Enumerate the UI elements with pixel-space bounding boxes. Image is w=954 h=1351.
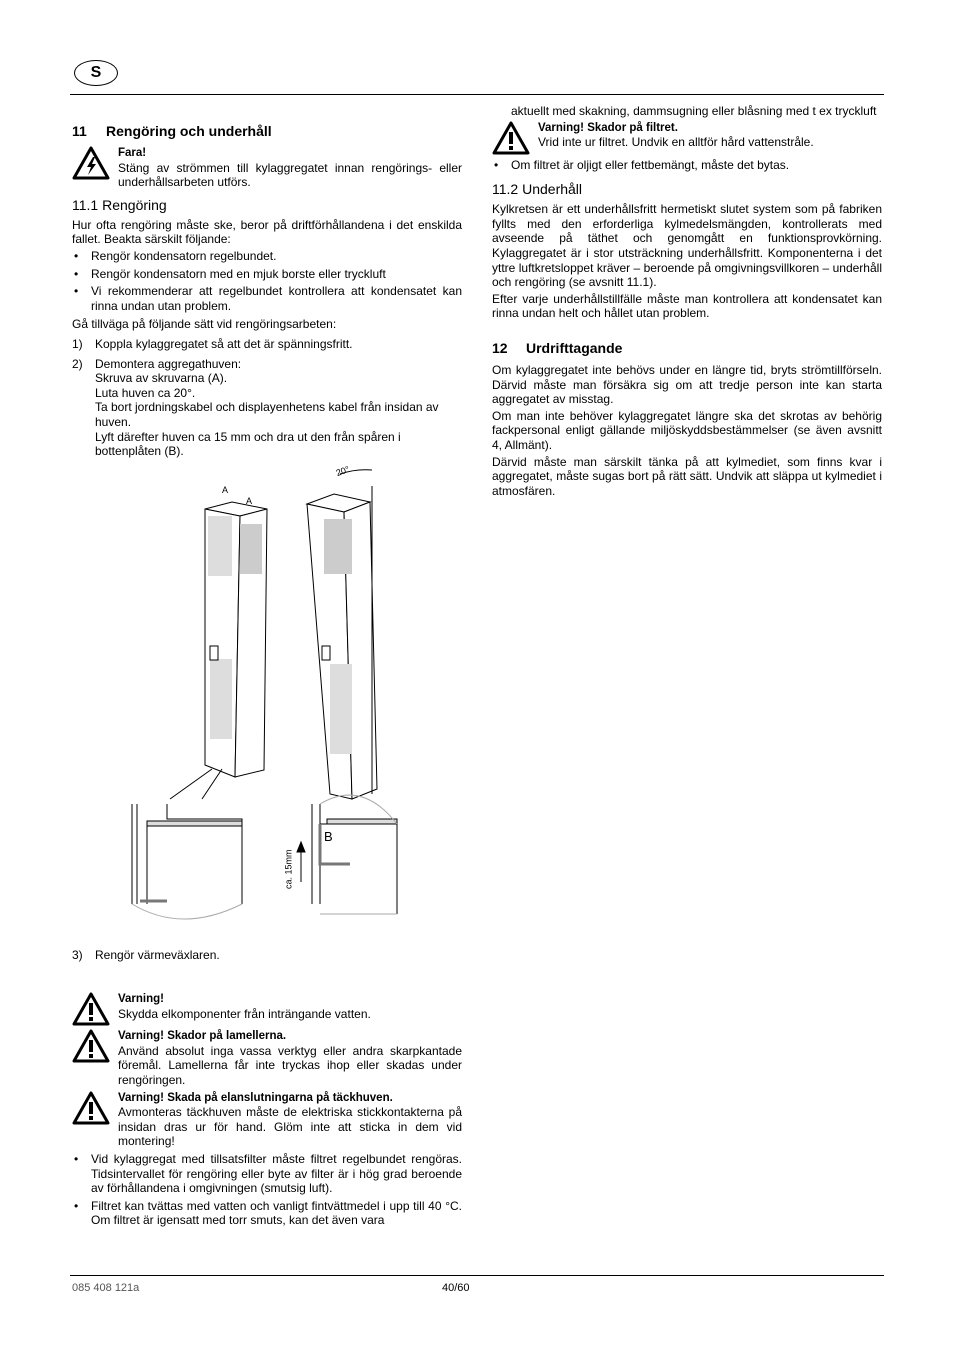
step-2-line: Skruva av skruvarna (A). bbox=[95, 371, 228, 386]
warning-triangle-icon bbox=[72, 1091, 110, 1125]
screw-label-a: A bbox=[246, 495, 253, 506]
decommission-paragraph: Om man inte behöver kylaggregatet längre ska det skrotas av behörig fackpersonal enligt gällande miljöskyddsbestämmelser (se även avsnitt 4, Allmänt). bbox=[492, 408, 882, 452]
step-2-line: Ta bort jordningskabel och displayenhetens kabel från insidan av huven. bbox=[95, 400, 439, 429]
warning-notice bbox=[72, 1029, 462, 1087]
steps-intro: Gå tillväga på följande sätt vid rengöringsarbeten: bbox=[72, 317, 337, 332]
decommission-paragraph: Därvid måste man särskilt tänka på att kylmediet, som finns kvar i aggregatet, måste sugas bort på rätt sätt. Undvik att släppa ut kylmediet i atmosfären. bbox=[492, 454, 882, 498]
slot-label-b: B bbox=[324, 828, 333, 844]
danger-title: Fara! bbox=[118, 147, 147, 159]
warning-notice bbox=[72, 1091, 462, 1149]
warning-title: Varning! Skador på filtret. bbox=[538, 121, 678, 134]
filter-warning-notice bbox=[492, 121, 882, 155]
section-11-heading: 11 Rengöring och underhåll bbox=[72, 123, 272, 139]
list-item: • Om filtret är oljigt eller fettbemängt, måste det bytas. bbox=[492, 158, 882, 173]
warning-title: Varning! bbox=[118, 993, 165, 1006]
subsection-11-1-heading: 11.1 Rengöring bbox=[72, 196, 167, 213]
list-item: • Vid kylaggregat med tillsatsfilter måste filtret regelbundet rengöras. Tidsintervallet för rengöring eller byte av filter är i hög grad beroende av förhållandena i omgivningen (smutsig luft). bbox=[72, 1152, 462, 1196]
maintenance-paragraph: Kylkretsen är ett underhållsfritt hermetiskt slutet system som på fabriken fyllts med den erforderliga kylmedelsmängden, kontrollerats med avseende på täthet och genomgått en funktionsprovkörning. Kylaggregatet är i stor utsträckning underhållsfritt. Komponenterna i det yttre luftkretsloppet kräver – beroende på omgivningsvillkoren – underhåll och rengöring (se avsnitt 11.1). bbox=[492, 202, 882, 290]
section-12-heading: 12 Urdrifttagande bbox=[492, 339, 623, 356]
hood-removal-diagram bbox=[72, 464, 462, 944]
warning-title: Varning! Skada på elanslutningarna på täckhuven. bbox=[118, 1091, 393, 1104]
warning-text: Skydda elkomponenter från inträngande vatten. bbox=[118, 1006, 371, 1021]
list-item: • Vi rekommenderar att regelbundet kontrollera att kondensatet kan rinna undan utan problem. bbox=[72, 284, 462, 313]
warning-text: Vrid inte ur filtret. Undvik en alltför hård vattenstråle. bbox=[538, 135, 814, 150]
lift-height-label: ca. 15mm bbox=[283, 849, 294, 889]
list-item: • Rengör kondensatorn med en mjuk borste eller tryckluft bbox=[72, 267, 462, 282]
subsection-11-2-heading: 11.2 Underhåll bbox=[492, 181, 583, 198]
cleaning-bullets bbox=[72, 249, 462, 313]
filter-last-bullet bbox=[492, 158, 882, 173]
warning-triangle-icon bbox=[72, 992, 110, 1026]
step-2: 2) Demontera aggregathuven: Skruva av skruvarna (A). Luta huven ca 20°. Ta bort jordningskabel och displayenhetens kabel från insidan av huven. Lyft därefter huven ca 15 mm och dra ut den från spåren i bottenplåten (B). bbox=[72, 357, 462, 459]
decommission-paragraph: Om kylaggregatet inte behövs under en längre tid, bryts strömtillförseln. Därvid måste man försäkra sig om att tredje person inte kan starta aggregatet av misstag. bbox=[492, 362, 882, 407]
step-2-line: Luta huven ca 20°. bbox=[95, 385, 196, 400]
filter-bullets bbox=[72, 1152, 462, 1228]
footer-rule bbox=[70, 1275, 884, 1276]
danger-notice bbox=[72, 146, 462, 190]
warning-text: Avmonteras täckhuven måste de elektriska stickkontakterna på insidan dras ur för hand. Glöm inte att sticka in dem vid montering! bbox=[118, 1105, 462, 1149]
danger-text: Stäng av strömmen till kylaggregatet innan rengörings- eller underhållsarbeten utförs. bbox=[118, 160, 462, 190]
cleaning-intro: Hur ofta rengöring måste ske, beror på driftförhållandena i det enskilda fallet. Beakta särskilt följande: bbox=[72, 217, 462, 247]
warning-title: Varning! Skador på lamellerna. bbox=[118, 1030, 287, 1043]
language-badge: S bbox=[74, 60, 118, 86]
tilt-angle-label: 20° bbox=[334, 463, 351, 478]
list-item: • Rengör kondensatorn regelbundet. bbox=[72, 249, 462, 264]
maintenance-paragraph: Efter varje underhållstillfälle måste man kontrollera att kondensatet kan rinna undan helt och hållet utan problem. bbox=[492, 291, 882, 321]
left-column bbox=[72, 122, 462, 1231]
header-rule bbox=[70, 94, 884, 95]
step-2-line: Lyft därefter huven ca 15 mm och dra ut den från spåren i bottenplåten (B). bbox=[95, 429, 401, 459]
filter-bullet-continued: aktuellt med skakning, dammsugning eller blåsning med t ex tryckluft bbox=[511, 104, 877, 118]
hood-removal-illustration bbox=[72, 464, 462, 944]
right-column bbox=[492, 104, 882, 500]
warning-text: Använd absolut inga vassa verktyg eller andra skarpkantade föremål. Lamellerna får inte tryckas ihop eller skadas under rengöringen. bbox=[118, 1043, 462, 1088]
list-item: • Filtret kan tvättas med vatten och vanligt fintvättmedel i upp till 40 °C. Om filtret är igensatt med torr smuts, kan det även vara bbox=[72, 1199, 462, 1228]
page-number: 40/60 bbox=[442, 1282, 470, 1294]
electrical-hazard-icon bbox=[72, 146, 110, 180]
document-number: 085 408 121a bbox=[72, 1282, 140, 1294]
warning-notice bbox=[72, 992, 462, 1026]
warning-triangle-icon bbox=[492, 121, 530, 155]
step-1: 1) Koppla kylaggregatet så att det är spänningsfritt. bbox=[72, 336, 353, 351]
warning-triangle-icon bbox=[72, 1029, 110, 1063]
screw-label-a: A bbox=[222, 484, 229, 495]
step-3: 3) Rengör värmeväxlaren. bbox=[72, 947, 220, 962]
